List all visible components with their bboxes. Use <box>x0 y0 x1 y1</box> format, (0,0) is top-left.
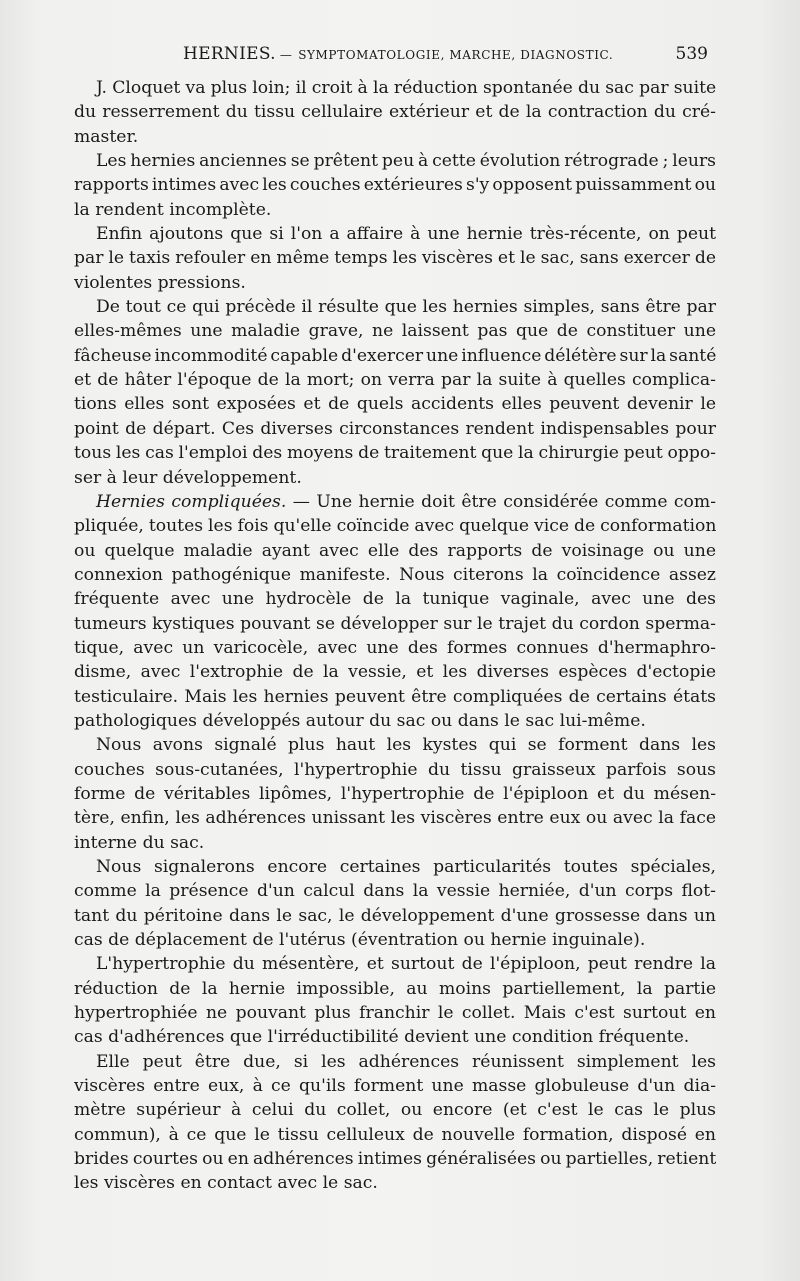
text-line: pliquée, toutes les fois qu'elle coïncide avec quelque vice de conformation <box>74 516 716 537</box>
text-line: disme, avec l'extrophie de la vessie, et les diverses espèces d'ectopie <box>74 662 716 683</box>
text-line-rest: — Une hernie doit être considérée comme com- <box>286 491 716 512</box>
text-line: fâcheuse incommodité capable d'exercer une influence délétère sur la santé <box>74 345 716 366</box>
page-number: 539 <box>675 44 708 64</box>
text-line: mètre supérieur à celui du collet, ou encore (et c'est le cas le plus <box>74 1100 716 1121</box>
running-head-separator: — <box>279 48 293 62</box>
text-line: Enfin ajoutons que si l'on a affaire à une hernie très-récente, on peut <box>96 224 716 245</box>
text-line: Nous avons signalé plus haut les kystes qui se forment dans les <box>96 735 716 756</box>
text-line: fréquente avec une hydrocèle de la tunique vaginale, avec une des <box>74 589 716 610</box>
section-heading-italic: Hernies compliquées. <box>96 491 287 512</box>
text-line: commun), à ce que le tissu celluleux de nouvelle formation, disposé en <box>74 1124 716 1145</box>
text-line: brides courtes ou en adhérences intimes généralisées ou partielles, retient <box>74 1149 716 1170</box>
text-line: ser à leur développement. <box>74 467 302 488</box>
text-line: tère, enfin, les adhérences unissant les viscères entre eux ou avec la face <box>74 808 716 829</box>
text-line: L'hypertrophie du mésentère, et surtout de l'épiploon, peut rendre la <box>96 954 716 975</box>
text-line: cas d'adhérences que l'irréductibilité devient une condition fréquente. <box>74 1027 690 1048</box>
running-head <box>183 44 613 64</box>
text-line: ou quelque maladie ayant avec elle des rapports de voisinage ou une <box>74 540 716 561</box>
text-line: comme la présence d'un calcul dans la vessie herniée, d'un corps flot- <box>74 881 716 902</box>
text-line: master. <box>74 126 139 147</box>
text-line: point de départ. Ces diverses circonstances rendent indispensables pour <box>74 418 716 439</box>
page-header <box>76 44 716 74</box>
text-line: tumeurs kystiques pouvant se développer sur le trajet du cordon sperma- <box>74 613 716 634</box>
text-line: couches sous-cutanées, l'hypertrophie du tissu graisseux parfois sous <box>74 759 716 780</box>
text-line: Nous signalerons encore certaines particularités toutes spéciales, <box>96 857 716 877</box>
text-line: hypertrophiée ne pouvant plus franchir le collet. Mais c'est surtout en <box>74 1003 716 1024</box>
text-line: viscères entre eux, à ce qu'ils forment une masse globuleuse d'un dia- <box>74 1076 716 1097</box>
text-line: elles-mêmes une maladie grave, ne laissent pas que de constituer une <box>74 321 716 342</box>
text-line: du resserrement du tissu cellulaire extérieur et de la contraction du cré- <box>74 102 716 123</box>
text-line: connexion pathogénique manifeste. Nous citerons la coïncidence assez <box>74 564 716 585</box>
body-text <box>74 76 716 1196</box>
text-line: tous les cas l'emploi des moyens de traitement que la chirurgie peut oppo- <box>74 443 716 464</box>
text-line: tions elles sont exposées et de quels accidents elles peuvent devenir le <box>74 394 716 415</box>
text-line: De tout ce qui précède il résulte que les hernies simples, sans être par <box>96 297 716 318</box>
text-line: les viscères en contact avec le sac. <box>74 1173 378 1194</box>
text-line: cas de déplacement de l'utérus (éventration ou hernie inguinale). <box>74 930 646 951</box>
text-line: tant du péritoine dans le sac, le développement d'une grossesse dans un <box>74 905 716 926</box>
text-line: tique, avec un varicocèle, avec une des formes connues d'hermaphro- <box>74 637 716 658</box>
text-line: J. Cloquet va plus loin; il croit à la réduction spontanée du sac par suite <box>96 78 716 98</box>
text-line: et de hâter l'époque de la mort; on verra par la suite à quelles complica- <box>74 370 716 391</box>
text-line: réduction de la hernie impossible, au moins partiellement, la partie <box>74 978 716 999</box>
text-line: Les hernies anciennes se prêtent peu à cette évolution rétrograde ; leurs <box>96 151 716 172</box>
text-line: testiculaire. Mais les hernies peuvent être compliquées de certains états <box>74 686 716 707</box>
text-line: forme de véritables lipômes, l'hypertrophie de l'épiploon et du mésen- <box>74 783 716 804</box>
text-line: par le taxis refouler en même temps les viscères et le sac, sans exercer de <box>74 248 716 269</box>
text-line: pathologiques développés autour du sac ou dans le sac lui-même. <box>74 710 646 731</box>
running-head-title: HERNIES. <box>183 44 276 64</box>
text-line <box>74 490 716 514</box>
running-head-subtitle: SYMPTOMATOLOGIE, MARCHE, DIAGNOSTIC. <box>298 48 614 62</box>
text-line: Elle peut être due, si les adhérences réunissent simplement les <box>96 1051 716 1072</box>
text-line: interne du sac. <box>74 832 205 853</box>
text-line: violentes pressions. <box>74 272 246 293</box>
text-line: rapports intimes avec les couches extérieures s'y opposent puissamment ou <box>74 175 716 196</box>
text-line: la rendent incomplète. <box>74 199 272 220</box>
